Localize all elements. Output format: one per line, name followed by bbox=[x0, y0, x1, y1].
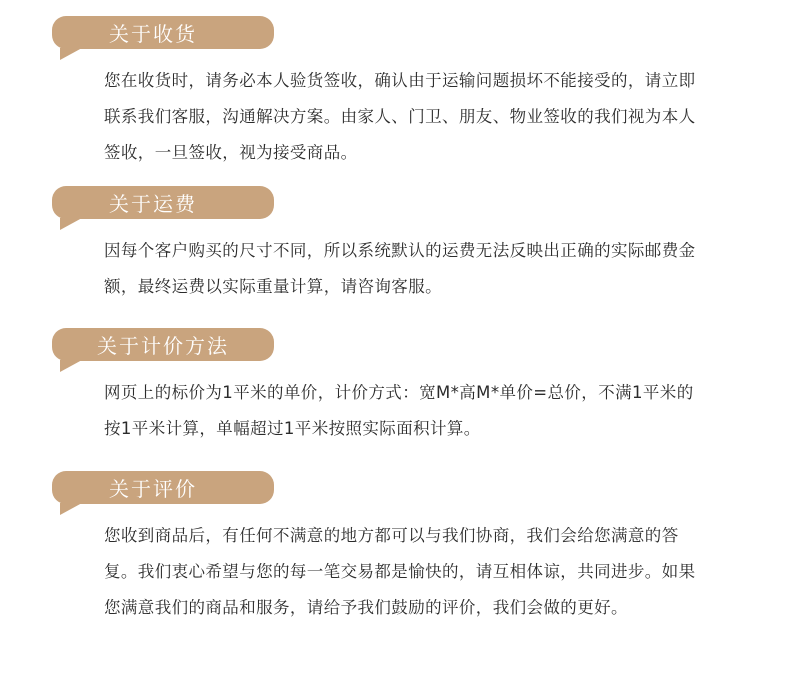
section-title-tag bbox=[52, 471, 274, 504]
section-title-tag bbox=[52, 328, 274, 361]
section-paragraph: 您在收货时，请务必本人验货签收，确认由于运输问题损坏不能接受的，请立即联系我们客服，沟通解决方案。由家人、门卫、朋友、物业签收的我们视为本人签收，一旦签收，视为接受商品。 bbox=[104, 71, 696, 162]
section-paragraph: 网页上的标价为1平米的单价，计价方式：宽M*高M*单价=总价，不满1平米的按1平米计算，单幅超过1平米按照实际面积计算。 bbox=[104, 383, 694, 438]
section-title: 关于收货 bbox=[109, 22, 197, 46]
section-title-tag bbox=[52, 186, 274, 219]
section-title: 关于运费 bbox=[109, 192, 197, 216]
section-paragraph: 因每个客户购买的尺寸不同，所以系统默认的运费无法反映出正确的实际邮费金额，最终运费以实际重量计算，请咨询客服。 bbox=[104, 241, 696, 296]
section-title: 关于评价 bbox=[109, 477, 197, 501]
section-paragraph: 您收到商品后，有任何不满意的地方都可以与我们协商，我们会给您满意的答复。我们衷心希望与您的每一笔交易都是愉快的，请互相体谅，共同进步。如果您满意我们的商品和服务，请给予我们鼓励的评价，我们会做的更好。 bbox=[104, 526, 696, 617]
section-title: 关于计价方法 bbox=[97, 334, 229, 358]
section-title-tag bbox=[52, 16, 274, 49]
